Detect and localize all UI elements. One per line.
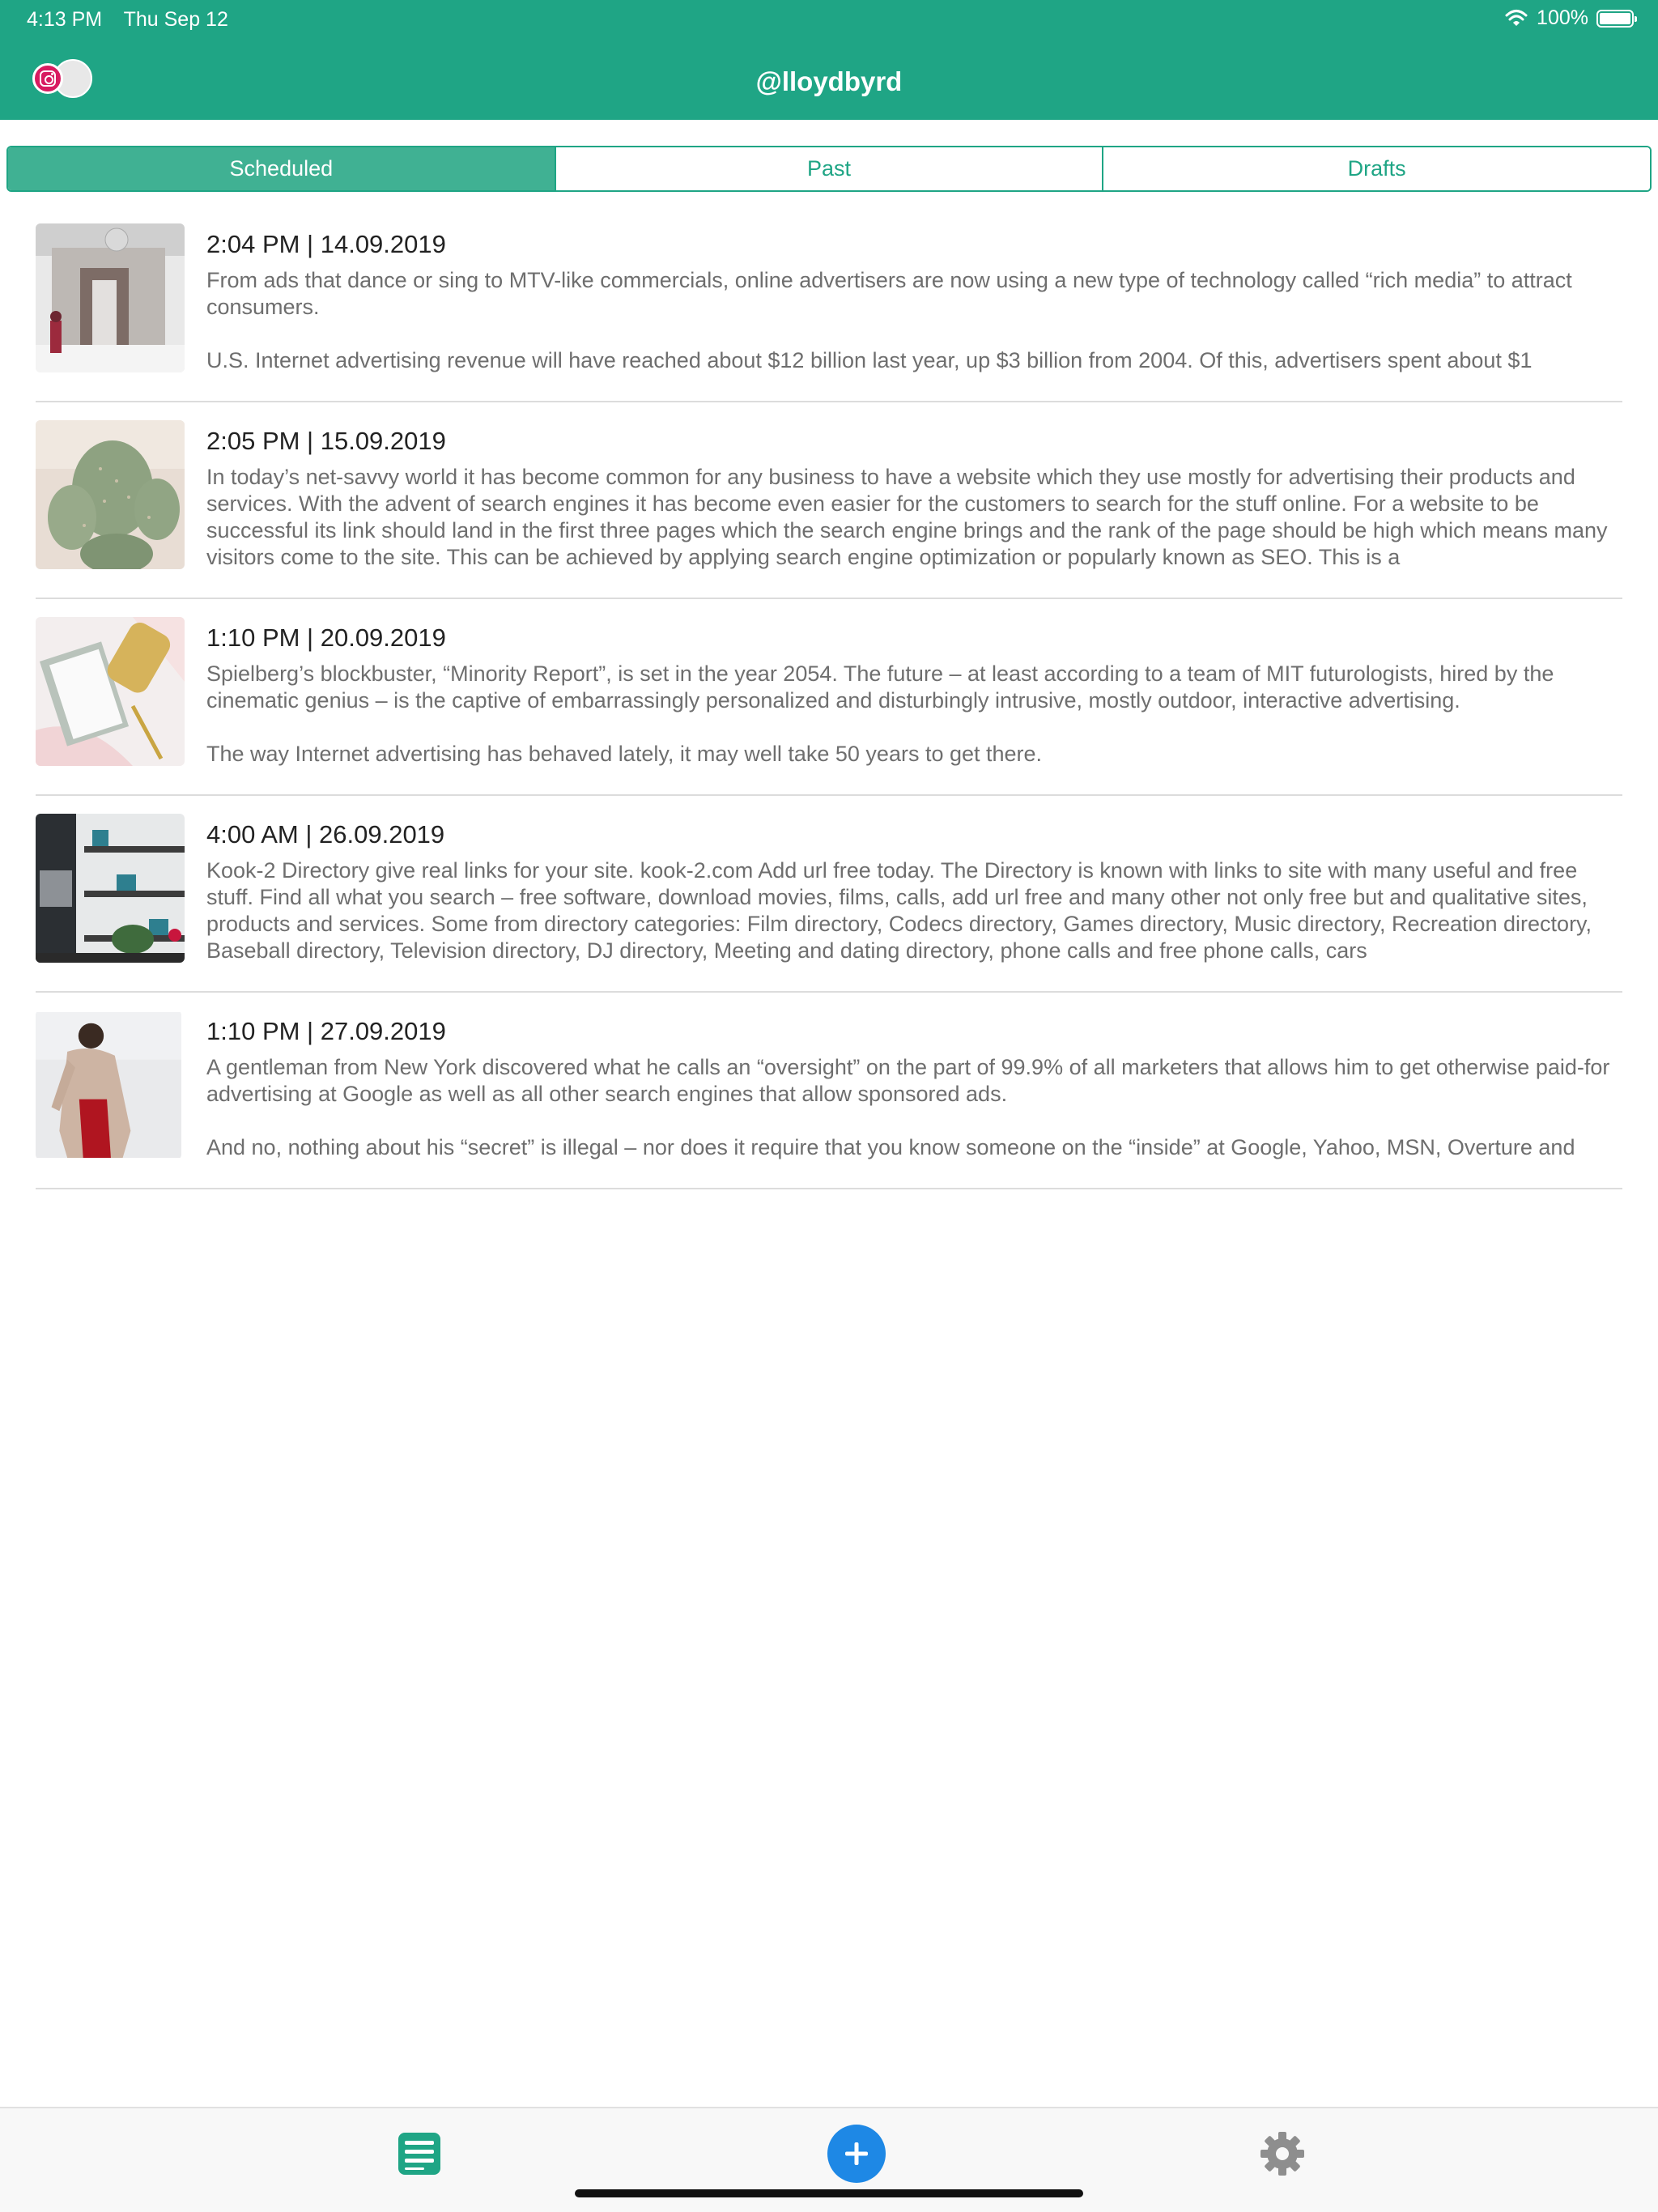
posts-list-icon <box>395 2129 444 2178</box>
add-icon <box>827 2125 886 2183</box>
post-thumbnail <box>36 814 185 963</box>
add-post-button[interactable] <box>827 2125 886 2183</box>
post-text: Kook-2 Directory give real links for your site. kook-2.com Add url free today. The Directory is known with links to site with many useful and free stuff. Find all what you search – free software, download movies, films, calls, add url free and many other not only free but and qualitative sites, products and services. Some from directory categories: Film directory, Codecs directory, Games directory, Music directory, Recreation directory, Baseball directory, Television directory, DJ directory, Meeting and dating directory, phone calls and free phone calls, cars <box>206 858 1592 963</box>
gear-icon <box>1258 2129 1307 2178</box>
settings-button[interactable] <box>1253 2125 1312 2183</box>
tab-past[interactable]: Past <box>555 147 1103 190</box>
list-item[interactable] <box>36 206 1622 402</box>
list-item[interactable] <box>36 402 1622 599</box>
status-time: 4:13 PM <box>27 8 103 31</box>
post-thumbnail <box>36 617 185 766</box>
tab-drafts[interactable]: Drafts <box>1102 147 1650 190</box>
post-time: 1:10 PM | 20.09.2019 <box>206 623 446 652</box>
post-time: 1:10 PM | 27.09.2019 <box>206 1017 446 1045</box>
segmented-tabs <box>6 146 1652 192</box>
post-thumbnail <box>36 223 185 372</box>
list-item[interactable] <box>36 599 1622 796</box>
post-text: A gentleman from New York discovered what he calls an “oversight” on the part of 99.9% of all marketers that allows him to get otherwise paid-for advertising at Google as well as all other search engines that allow sponsored ads. And no, nothing about his “secret” is illegal – nor does it require that you know someone on the “inside” at Google, Yahoo, MSN, Overture and <box>206 1055 1610 1159</box>
post-time: 2:04 PM | 14.09.2019 <box>206 230 446 258</box>
post-time: 4:00 AM | 26.09.2019 <box>206 820 445 849</box>
post-body <box>206 1017 1623 1161</box>
posts-list-button[interactable] <box>390 2125 449 2183</box>
tab-scheduled[interactable]: Scheduled <box>8 147 555 190</box>
battery-icon <box>1596 10 1634 28</box>
status-bar <box>0 0 1658 39</box>
post-thumbnail <box>36 1010 181 1159</box>
list-item[interactable] <box>36 993 1622 1189</box>
app-header <box>0 0 1658 120</box>
post-body <box>206 623 1623 768</box>
post-body <box>206 230 1623 374</box>
post-thumbnail <box>36 420 185 569</box>
post-text: From ads that dance or sing to MTV-like commercials, online advertisers are now using a new type of technology called “rich media” to attract consumers. U.S. Internet advertising revenue will have reached about $12 billion last year, up $3 billion from 2004. Of this, advertisers spent about $1 <box>206 268 1572 372</box>
page-title: @lloydbyrd <box>755 66 903 96</box>
post-text: In today’s net-savvy world it has become common for any business to have a website which they use mostly for advertising their products and services. With the advent of search engines it has become even easier for the customers to search for the stuff online. For a website to be successful its link should land in the first three pages which the search engine brings and the rank of the page should be high which means many visitors come to the site. This can be achieved by applying search engine optimization or popularly known as SEO. This is a <box>206 465 1608 569</box>
status-date: Thu Sep 12 <box>123 8 228 31</box>
post-time: 2:05 PM | 15.09.2019 <box>206 427 446 455</box>
battery-percent: 100% <box>1537 6 1588 29</box>
post-body <box>206 427 1623 571</box>
home-indicator <box>575 2189 1083 2197</box>
status-right <box>1504 6 1634 30</box>
wifi-icon <box>1504 9 1528 28</box>
list-item[interactable] <box>36 796 1622 993</box>
post-body <box>206 820 1623 964</box>
post-text: Spielberg’s blockbuster, “Minority Report”, is set in the year 2054. The future – at least according to a team of MIT futurologists, hired by the cinematic genius – is the captive of embarrassingly personalized and disturbingly intrusive, mostly outdoor, interactive advertising. The way Internet advertising has behaved lately, it may well take 50 years to get there. <box>206 661 1554 766</box>
status-left <box>27 8 244 32</box>
